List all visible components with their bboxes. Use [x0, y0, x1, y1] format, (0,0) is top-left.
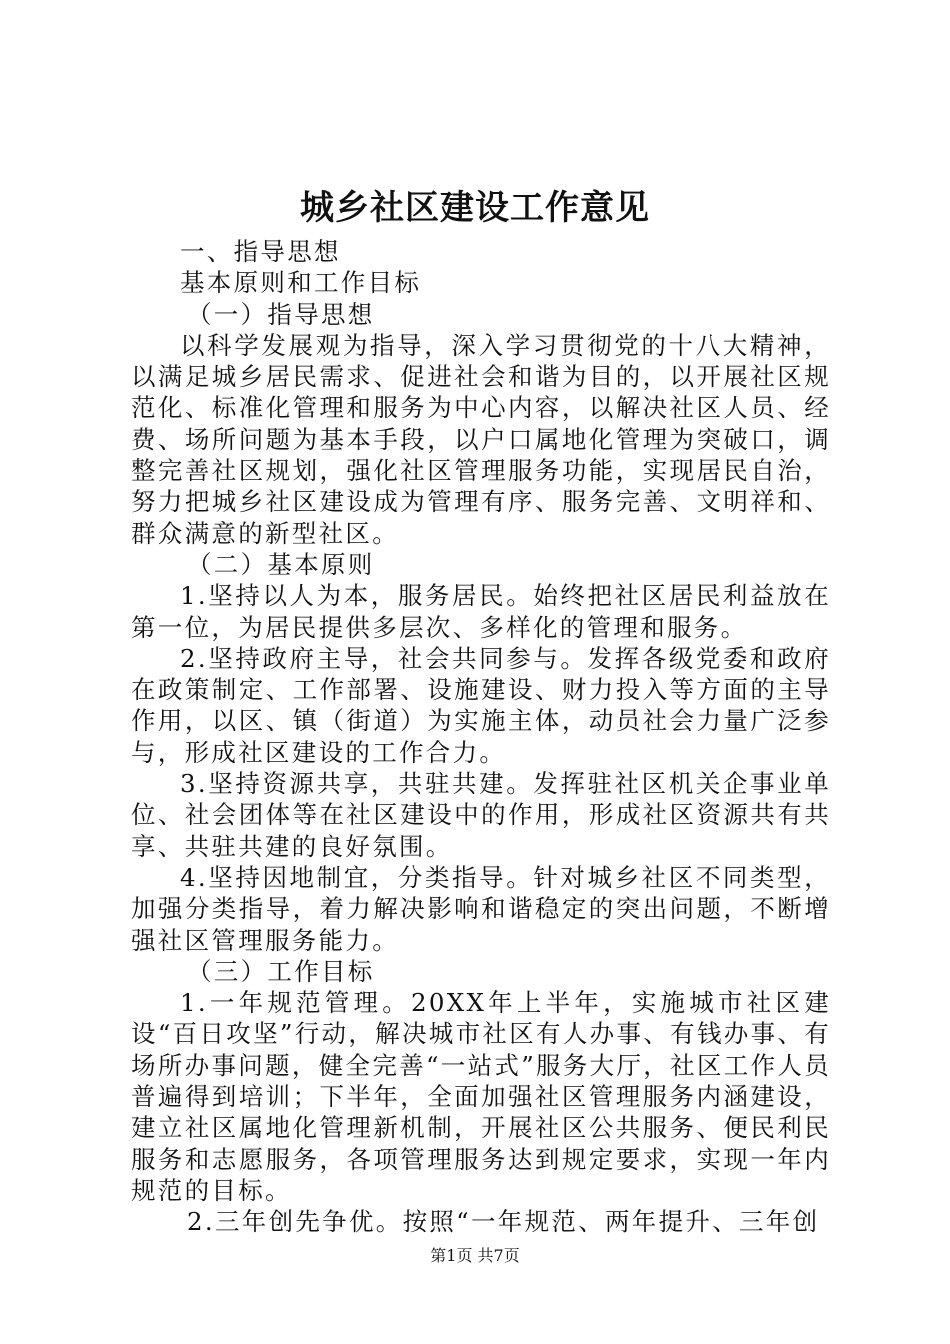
section-heading: 一、指导思想 — [180, 237, 341, 266]
body-paragraph: 3.坚持资源共享，共驻共建。发挥驻社区机关企事业单位、社会团体等在社区建设中的作用，形成社区资源共有共享、共驻共建的良好氛围。 — [131, 769, 831, 861]
body-paragraph: 1.坚持以人为本，服务居民。始终把社区居民利益放在第一位，为居民提供多层次、多样化的管理和服务。 — [131, 581, 831, 642]
document-body — [131, 236, 831, 1238]
page-footer: 第1页 共7页 — [430, 1246, 520, 1265]
subsection-heading: （二）基本原则 — [187, 549, 375, 579]
subsection-heading: （一）指导思想 — [187, 299, 375, 329]
body-paragraph: 以科学发展观为指导，深入学习贯彻党的十八大精神，以满足城乡居民需求、促进社会和谐为目的，以开展社区规范化、标准化管理和服务为中心内容，以解决社区人员、经费、场所问题为基本手段，以户口属地化管理为突破口，调整完善社区规划，强化社区管理服务功能，实现居民自治，努力把城乡社区建设成为管理有序、服务完善、文明祥和、群众满意的新型社区。 — [131, 330, 831, 548]
section-subheading: 基本原则和工作目标 — [180, 268, 422, 298]
document-title: 城乡社区建设工作意见 — [300, 188, 650, 228]
body-paragraph: 2.坚持政府主导，社会共同参与。发挥各级党委和政府在政策制定、工作部署、设施建设、财力投入等方面的主导作用，以区、镇（街道）为实施主体，动员社会力量广泛参与，形成社区建设的工作合力。 — [131, 643, 831, 767]
body-paragraph: 1.一年规范管理。20XX年上半年，实施城市社区建设“百日攻坚”行动，解决城市社区有人办事、有钱办事、有场所办事问题，健全完善“一站式”服务大厅，社区工作人员普遍得到培训；下半年，全面加强社区管理服务内涵建设，建立社区属地化管理新机制，开展社区公共服务、便民利民服务和志愿服务，各项管理服务达到规定要求，实现一年内规范的目标。 — [131, 988, 831, 1205]
subsection-heading: （三）工作目标 — [187, 956, 375, 986]
body-paragraph: 2.三年创先争优。按照“一年规范、两年提升、三年创 — [187, 1207, 820, 1237]
body-paragraph: 4.坚持因地制宜，分类指导。针对城乡社区不同类型，加强分类指导，着力解决影响和谐稳定的突出问题，不断增强社区管理服务能力。 — [131, 862, 831, 955]
